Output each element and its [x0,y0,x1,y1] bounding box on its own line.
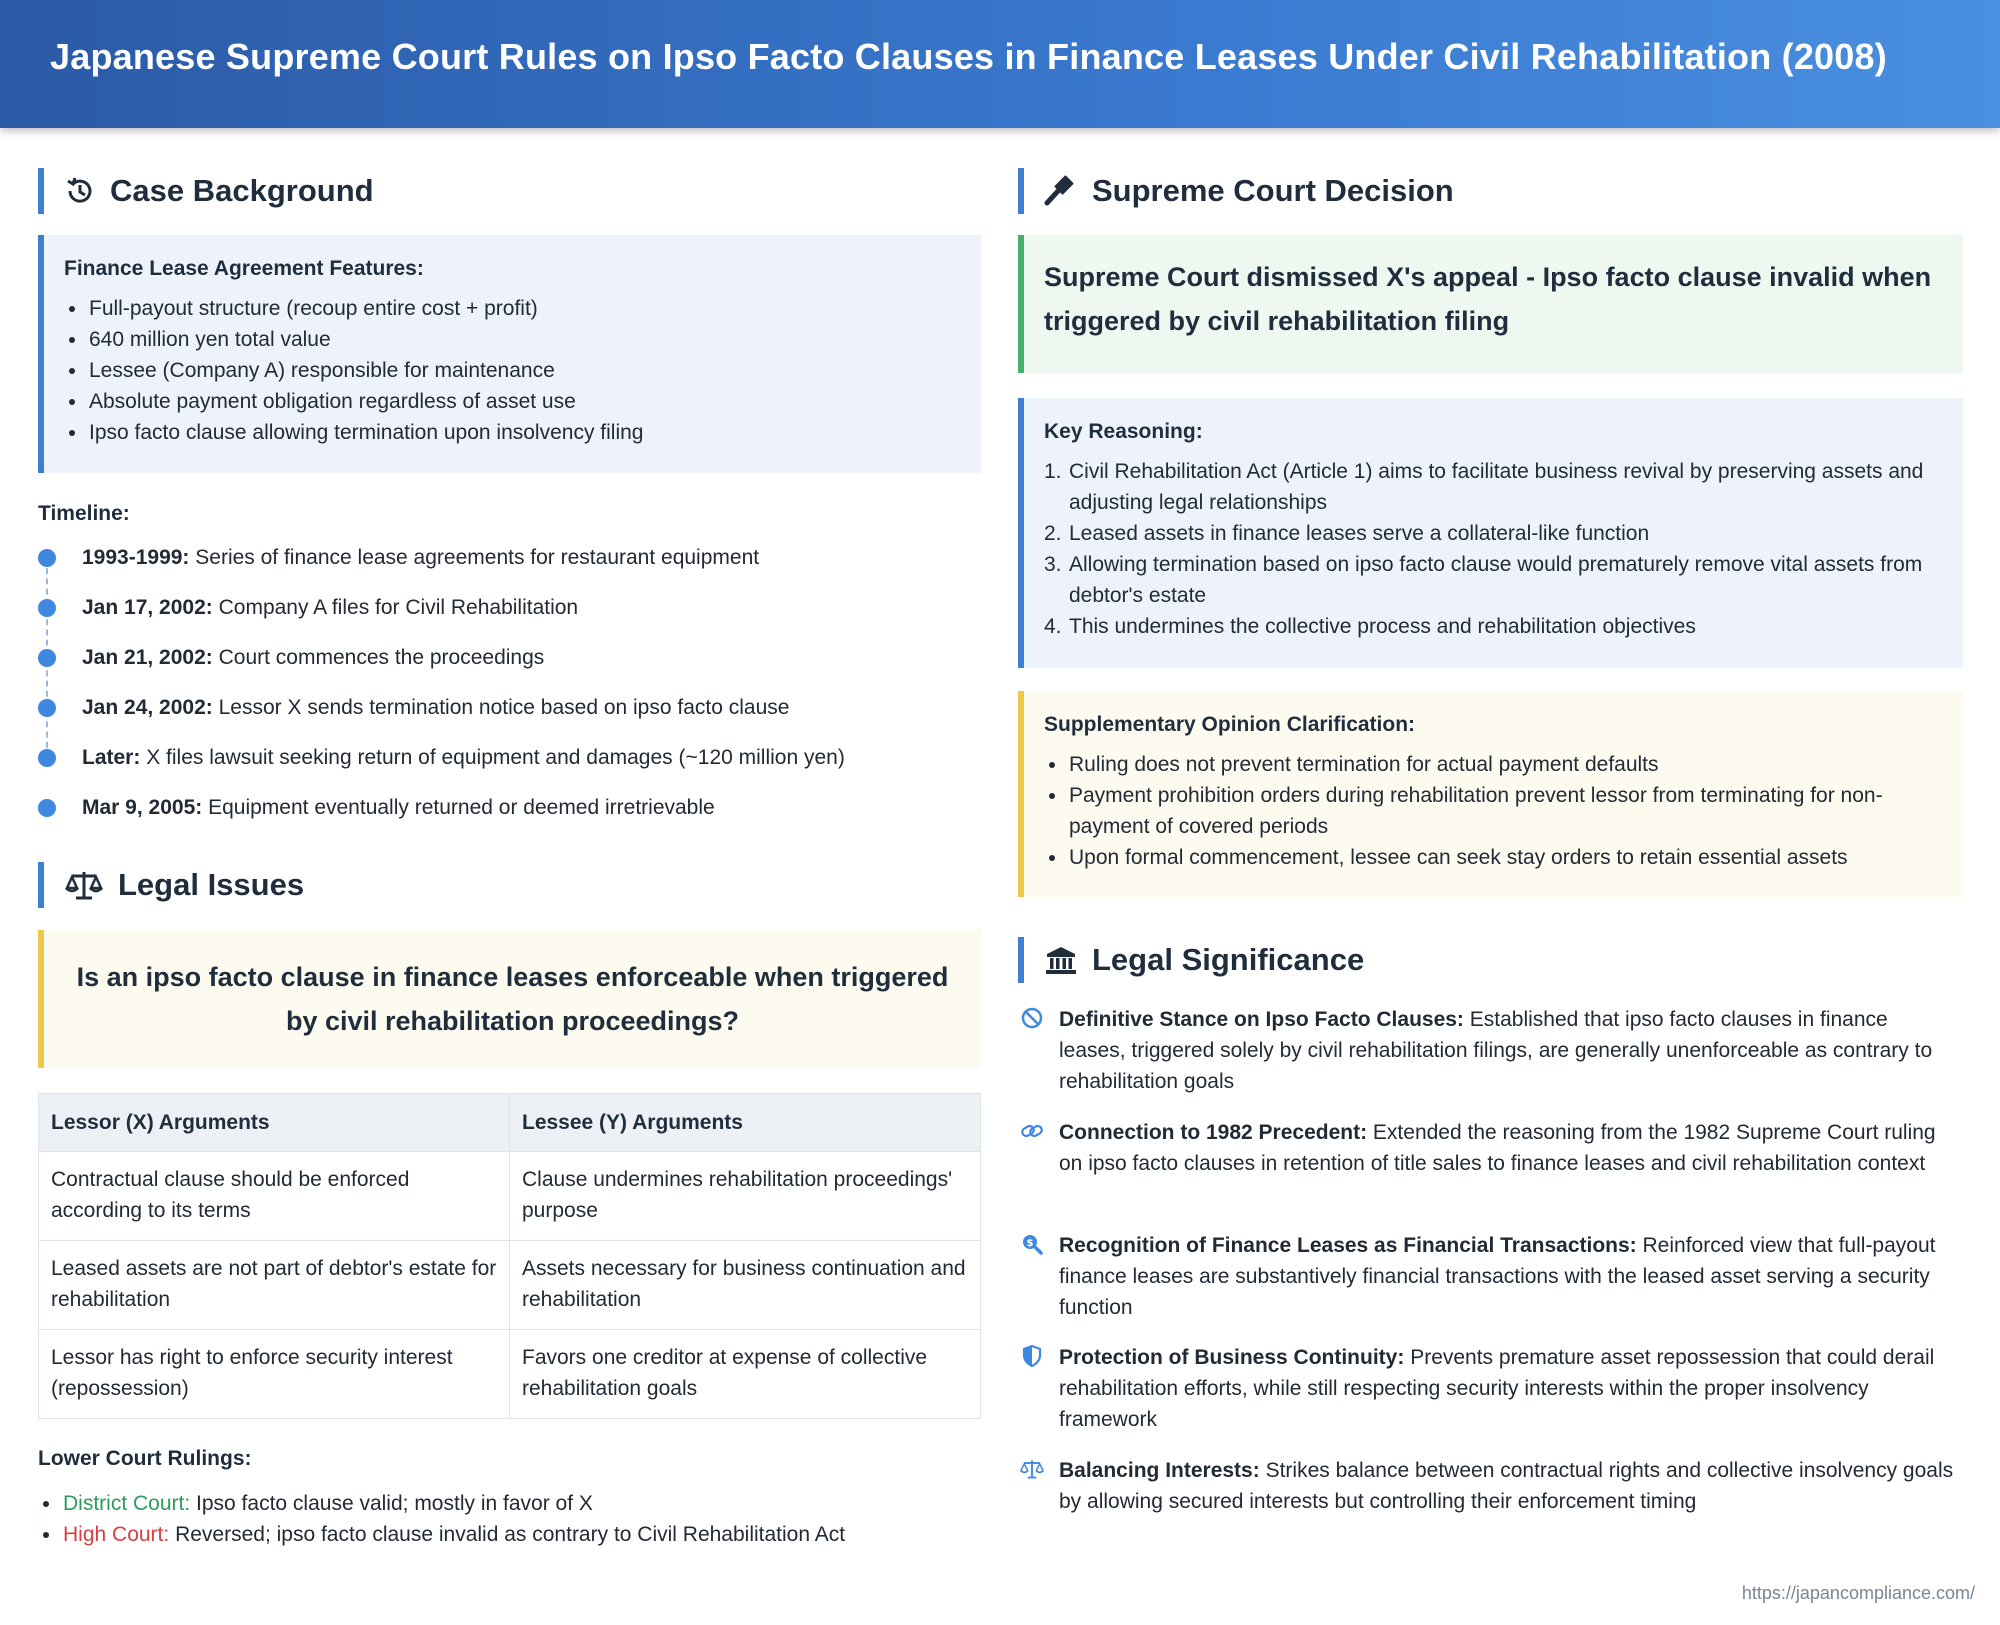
timeline-dot [38,699,56,717]
timeline-entry: Mar 9, 2005: Equipment eventually returned or deemed irretrievable [82,796,715,819]
district-court-ruling: Ipso facto clause valid; mostly in favor of X [196,1492,593,1515]
case-background-heading [38,168,374,214]
timeline-entry: Later: X files lawsuit seeking return of equipment and damages (~120 million yen) [82,746,845,769]
timeline-title: Timeline: [38,502,130,525]
table-row [39,1330,981,1419]
district-court-label: District Court: [63,1492,191,1515]
gavel-icon [1044,175,1078,207]
history-icon [64,175,96,207]
list-item: 1. Civil Rehabilitation Act (Article 1) aims to facilitate business revival by preserving assets and adjusting legal relationships [1044,460,1924,514]
page-header [0,0,2000,128]
case-background-title: Case Background [110,173,374,208]
timeline-dot [38,799,56,817]
legal-issues-title: Legal Issues [118,867,305,902]
table-cell: Contractual clause should be enforced according to its terms [39,1152,510,1241]
list-item: Lessee (Company A) responsible for maintenance [64,355,961,386]
list-item: Ruling does not prevent termination for actual payment defaults [1044,749,1943,780]
page-title: Japanese Supreme Court Rules on Ipso Facto Clauses in Finance Leases Under Civil Rehabilitation (2008) [50,36,1887,77]
supplementary-title: Supplementary Opinion Clarification: [1044,713,1416,736]
lease-features-list [64,293,961,448]
footer-link[interactable]: https://japancompliance.com/ [1741,1583,1975,1603]
institution-icon [1044,944,1078,976]
high-court-label: High Court: [63,1523,170,1546]
table-cell: Leased assets are not part of debtor's estate for rehabilitation [39,1241,510,1330]
table-header-cell: Lessor (X) Arguments [39,1094,510,1152]
ban-icon [1020,1006,1044,1030]
svg-text:$: $ [1026,1238,1034,1249]
list-item: Absolute payment obligation regardless of asset use [64,386,961,417]
list-item: Upon formal commencement, lessee can seek stay orders to retain essential assets [1044,842,1943,873]
decision-title: Supreme Court Decision [1092,173,1454,208]
reasoning-box [1018,398,1963,668]
reasoning-list [1044,456,1943,642]
scale-icon [64,869,104,901]
link-icon [1020,1119,1044,1143]
list-item: Full-payout structure (recoup entire cost + profit) [64,293,961,324]
decision-heading [1018,168,1454,214]
table-header-cell: Lessee (Y) Arguments [510,1094,981,1152]
legal-issues-heading [38,862,304,908]
list-item: 640 million yen total value [64,324,961,355]
list-item: 3. Allowing termination based on ipso facto clause would prematurely remove vital assets from debtor's estate [1044,553,1923,607]
scale-icon [1020,1457,1044,1481]
table-cell: Clause undermines rehabilitation proceedings' purpose [510,1152,981,1241]
significance-text: Definitive Stance on Ipso Facto Clauses: Established that ipso facto clauses in finance leases, triggered solely by civil rehabilitation filings, are generally unenforceable as contrary to rehabilitation goals [1059,1008,1933,1093]
arguments-table [38,1093,981,1419]
lease-features-box [38,235,981,473]
significance-title: Legal Significance [1092,942,1365,977]
timeline-entry: 1993-1999: Series of finance lease agreements for restaurant equipment [82,546,760,569]
timeline-dot [38,549,56,567]
decision-holding: Supreme Court dismissed X's appeal - Ipso facto clause invalid when triggered by civil rehabilitation filing [1018,235,1963,373]
supplementary-list [1044,749,1943,873]
table-cell: Favors one creditor at expense of collective rehabilitation goals [510,1330,981,1419]
timeline-entry: Jan 24, 2002: Lessor X sends termination notice based on ipso facto clause [82,696,790,719]
table-cell: Lessor has right to enforce security interest (repossession) [39,1330,510,1419]
list-item [38,1488,981,1519]
list-item [38,1519,981,1550]
table-row [39,1241,981,1330]
issue-question: Is an ipso facto clause in finance leases enforceable when triggered by civil rehabilitation proceedings? [38,930,981,1068]
list-item: 4. This undermines the collective process and rehabilitation objectives [1044,615,1696,638]
list-item: Ipso facto clause allowing termination upon insolvency filing [64,417,961,448]
list-item: Payment prohibition orders during rehabilitation prevent lessor from terminating for non-payment of covered periods [1044,780,1943,842]
lower-court-title: Lower Court Rulings: [38,1447,252,1470]
supplementary-box [1018,691,1963,897]
timeline-entry: Jan 21, 2002: Court commences the proceedings [82,646,545,669]
list-item: 2. Leased assets in finance leases serve a collateral-like function [1044,522,1650,545]
table-cell: Assets necessary for business continuation and rehabilitation [510,1241,981,1330]
significance-heading [1018,937,1364,983]
search-dollar-icon [1020,1232,1044,1256]
timeline-dot [38,599,56,617]
lease-features-title: Finance Lease Agreement Features: [64,257,424,280]
timeline-dot [38,749,56,767]
shield-icon [1020,1344,1044,1368]
significance-text: Balancing Interests: Strikes balance between contractual rights and collective insolvency goals by allowing secured interests but controlling their enforcement timing [1059,1459,1954,1513]
table-row [39,1152,981,1241]
significance-text: Protection of Business Continuity: Prevents premature asset repossession that could derail rehabilitation efforts, while still respecting security interests within the proper insolvency framework [1059,1346,1935,1431]
lower-court-list [38,1488,981,1550]
reasoning-title: Key Reasoning: [1044,420,1203,443]
timeline-entry: Jan 17, 2002: Company A files for Civil Rehabilitation [82,596,579,619]
high-court-ruling: Reversed; ipso facto clause invalid as contrary to Civil Rehabilitation Act [175,1523,846,1546]
significance-text: Recognition of Finance Leases as Financial Transactions: Reinforced view that full-payout finance leases are substantively financial transactions with the leased asset serving a security function [1059,1234,1936,1319]
significance-text: Connection to 1982 Precedent: Extended the reasoning from the 1982 Supreme Court ruling on ipso facto clauses in retention of title sales to finance leases and civil rehabilitation context [1059,1121,1936,1175]
table-header-row [39,1094,981,1152]
timeline-dot [38,649,56,667]
